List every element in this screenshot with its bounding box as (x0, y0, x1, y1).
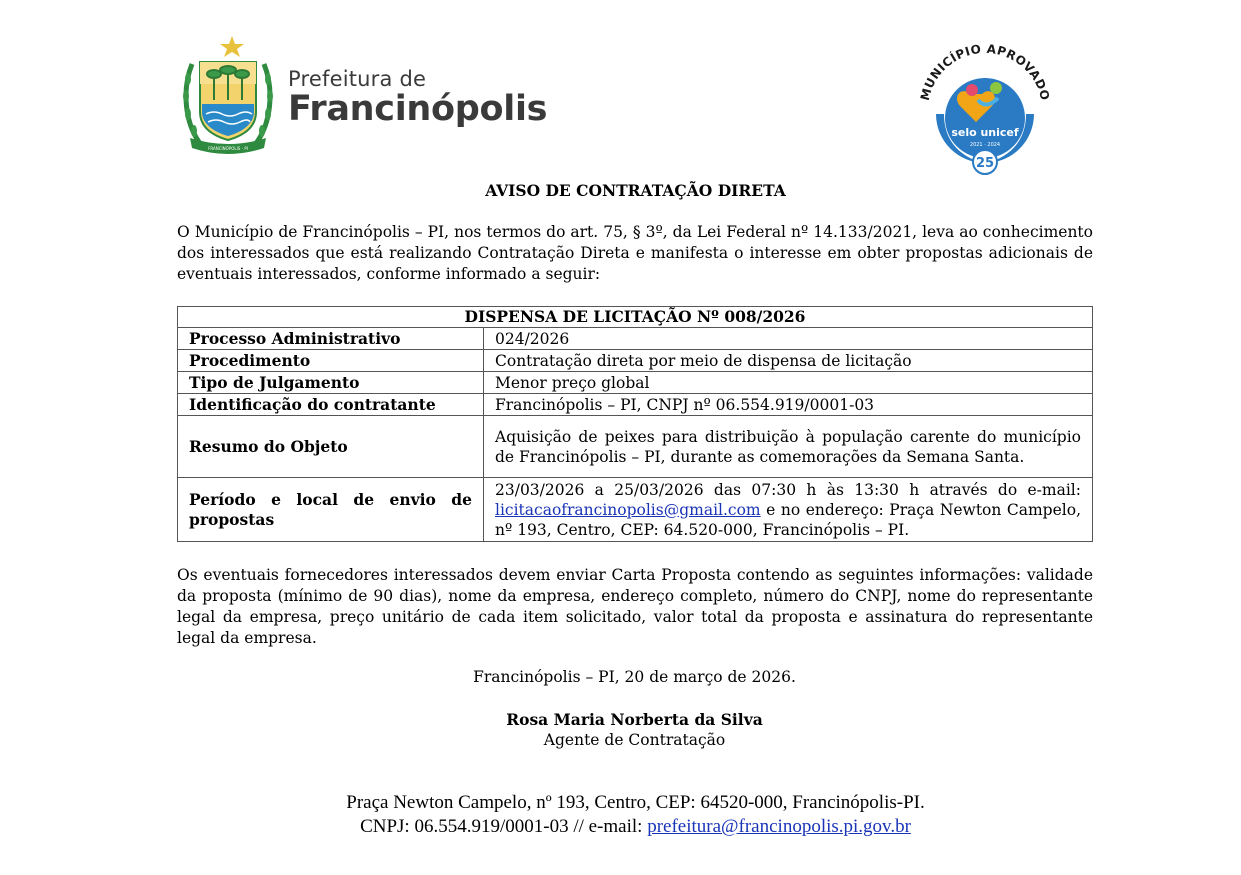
footer-cnpj: CNPJ: 06.554.919/0001-03 // e-mail: (360, 816, 648, 837)
dispensa-table (177, 306, 1093, 542)
row-value: Francinópolis – PI, CNPJ nº 06.554.919/0001-03 (484, 394, 1093, 416)
intro-paragraph: O Município de Francinópolis – PI, nos termos do art. 75, § 3º, da Lei Federal nº 14.133/2021, leva ao conhecimento dos interessados que está realizando Contratação Direta e manifesta o interesse em obter propostas adicionais de eventuais interessados, conforme informado a seguir: (177, 223, 1093, 283)
seal-number: 25 (975, 156, 995, 171)
signer-name: Rosa Maria Norberta da Silva (506, 710, 763, 729)
row-value: 024/2026 (484, 328, 1093, 350)
row-value: Menor preço global (484, 372, 1093, 394)
prefeitura-line1: Prefeitura de (288, 67, 427, 91)
closing-paragraph: Os eventuais fornecedores interessados devem enviar Carta Proposta contendo as seguintes informações: validade da proposta (mínimo de 90 dias), nome da empresa, endereço completo, número do CNPJ, nome do representante legal da empresa, preço unitário de cada item solicitado, valor total da proposta e assinatura do representante legal da empresa. (177, 566, 1093, 647)
prefeitura-line2: Francinópolis (288, 89, 548, 129)
proposal-email-link[interactable]: licitacaofrancinopolis@gmail.com (495, 500, 761, 519)
footer-email-link[interactable]: prefeitura@francinopolis.pi.gov.br (647, 816, 911, 837)
footer-contact (0, 815, 1241, 839)
table-heading: DISPENSA DE LICITAÇÃO Nº 008/2026 (178, 307, 1093, 328)
footer (0, 791, 1241, 839)
row-label: Processo Administrativo (178, 328, 484, 350)
period-text-before: 23/03/2026 a 25/03/2026 das 07:30 h às 13:30 h através do e-mail: (495, 480, 1081, 499)
table-row (178, 372, 1093, 394)
row-label: Resumo do Objeto (178, 416, 484, 478)
table-row (178, 394, 1093, 416)
row-label: Identificação do contratante (178, 394, 484, 416)
coat-of-arms-icon (180, 34, 276, 162)
seal-arc-text: MUNICÍPIO APROVADO (917, 41, 1053, 103)
period-text-after: e no endereço: Praça Newton Campelo, nº 193, Centro, CEP: 64.520-000, Francinópolis – PI. (495, 500, 1081, 539)
row-value: Aquisição de peixes para distribuição à população carente do município de Francinópolis – PI, durante as comemorações da Semana Santa. (484, 416, 1093, 478)
seal-brand: selo unicef (951, 126, 1019, 139)
period-value (484, 478, 1093, 542)
document-title: AVISO DE CONTRATAÇÃO DIRETA (485, 181, 786, 200)
row-label: Procedimento (178, 350, 484, 372)
row-label: Tipo de Julgamento (178, 372, 484, 394)
table-row (178, 350, 1093, 372)
prefeitura-name (288, 68, 547, 128)
footer-address: Praça Newton Campelo, nº 193, Centro, CEP: 64520-000, Francinópolis-PI. (346, 792, 925, 813)
unicef-seal-icon (914, 40, 1056, 178)
period-label: Período e local de envio de propostas (178, 478, 484, 542)
row-value: Contratação direta por meio de dispensa de licitação (484, 350, 1093, 372)
dateline: Francinópolis – PI, 20 de março de 2026. (473, 668, 796, 686)
table-row (178, 328, 1093, 350)
prefeitura-logo (180, 34, 550, 164)
table-row (178, 478, 1093, 542)
seal-years: 2021 · 2024 (969, 142, 1001, 148)
crest-banner-text: FRANCINÓPOLIS - PI (208, 146, 248, 151)
signer-role: Agente de Contratação (543, 731, 726, 749)
table-row (178, 416, 1093, 478)
